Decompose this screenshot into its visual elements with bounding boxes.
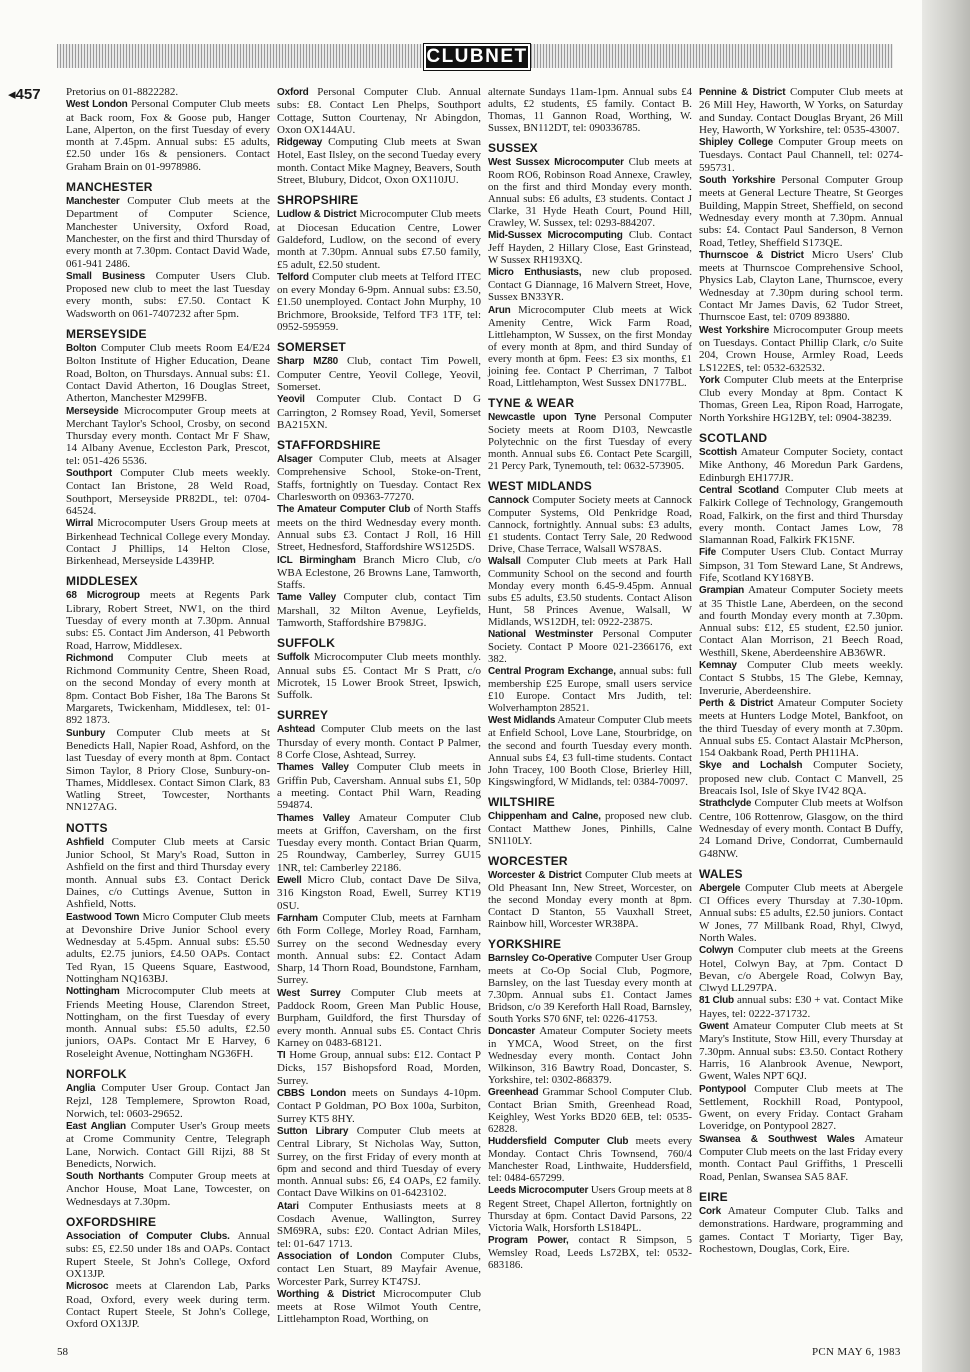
club-details: of North Staffs meets on the third Wednesday every month. Annual subs £3. Contact J Roll, 16 Hill Street, Hednesford, Staffordshire WS125DS. [277,503,482,554]
club-details: Computer club meets at the Greens Hotel, Colwyn Bay, at 7pm. Contact D Bevan, c/o Abergele Road, Colwyn Bay, Clwyd LL297PA. [699,944,904,995]
club-entry [66,405,270,467]
region-heading: WEST MIDLANDS [488,478,592,493]
club-details: Amateur Computer Society meets in YMCA, Wood Street, on the first Wednesday every month. Contact John Wilkinson, 316 Bawtry Road, Doncaster, S. Yorkshire, tel: 0302-868379. [488,1025,692,1087]
club-name: Atari [277,1200,299,1212]
club-details: Computer Club meets Room E4/E24 Bolton Institute of Higher Education, Deane Road, Bolton, on Thursdays. Annual subs: £1. Contact David Atherton, 16 Douglas Street, Atherton, Manchester M299FB. [66,342,271,405]
region-heading: SUSSEX [488,141,538,156]
club-name: West London [66,99,128,111]
club-entry [66,1280,270,1330]
club-details: Computer Club meets weekly. Contact S Stubbs, 15 The Glebe, Kemnay, Inverurie, Aberdeenshire. [699,659,903,697]
club-entry [488,494,692,555]
club-entry [277,723,481,761]
club-entry [66,836,270,911]
club-details: proposed new club. Contact Matthew Jones, Pinhills, Calne SN110LY. [488,809,693,847]
club-name: Fife [699,547,716,559]
club-entry [488,810,692,847]
club-entry [277,355,481,393]
club-entry [488,555,692,628]
continued-from-page: 457 [15,86,41,103]
region-heading: SCOTLAND [699,431,768,446]
club-entry [488,229,692,266]
club-name: Sunbury [66,727,106,739]
club-details: Microcomputer Club meets at Friends Meeting House, Clarendon Street, Nottingham, on the first Tuesday of every month. Annual subs: £5.50 adults, £2.50 juniors, OAPs. Contact Mr E Harvey, 6 Roseleight Avenue, Nottingham NG36FH. [66,985,271,1060]
club-details: Amateur Computer Club meets at Griffon, Caversham, on the first Tuesday every month. Contact Brian Quarm, 25 Roundway, Camberley, Surrey GU15 1NR, tel: Camberley 22186. [277,811,481,874]
club-details: Computer Club meets at Park Hall Community School on the second and fourth Monday every month 6.45-9.45pm. Annual subs £5 adults, £3.50 students. Contact Alison Hunt, 58 Princes Avenue, Walsall, W Midlands, WS12DH, tel: 0922-23875. [488,555,692,629]
club-details: Computer Club meets at St Benedicts Hall, Napier Road, Ashford, on the last Tuesday of every month at 8pm. Contact Simon Taylor, 8 Priory Close, Sunbury-on-Thames, Middlesex. Contact Simon Clark, 83 Watling Street, Towcester, Northants NN127AG. [66,726,270,814]
club-name: Thurnscoe & District [699,249,804,261]
club-details: Computer Group meets on Tuesdays. Contact Paul Channell, tel: 0274-595731. [699,136,904,174]
region-section [699,86,903,424]
club-details: Computing Club meets at Swan Hotel, East Ilsley, on the second Tueday every month. Contact Mike Magney, Beavers, South Street, Blubury, Didcot, Oxon OX110JU. [277,136,481,187]
region-section [66,86,270,173]
region-heading: MIDDLESEX [66,574,138,589]
club-details: new club proposed. Contact G Diannage, 16 Malvern Street, Hove, Sussex BN33YR. [488,266,693,304]
region-heading: WALES [699,866,743,881]
club-details: Micro Users' Club meets at Thurnscoe Comprehensive School, Physics Lab, Clayton Lane, Thurnscoe, every Wednesday at 7.30pm during school term. Contact Mr James Davis, 62 Tudor Street, Thurnscoe East, tel: 0709 893880. [699,248,903,324]
club-details: Branch Micro Club, c/o WBA Eclestone, 26 Browns Lane, Tamworth, Staffs. [277,553,482,592]
club-name: Sutton Library [277,1125,349,1137]
club-entry [66,1082,270,1120]
club-name: Walsall [488,556,521,568]
club-entry [488,665,692,714]
club-name: West Surrey [277,987,341,999]
club-entry [66,467,270,517]
club-name: South Yorkshire [699,175,776,187]
region-heading: STAFFORDSHIRE [277,438,381,453]
club-name: Ridgeway [277,137,323,149]
club-entry [488,869,692,930]
club-details: Microcomputer Club meets at Rose Wilmot Youth Centre, Littlehampton Road, Worthing, on [277,1287,481,1326]
club-details: Computer User's Group meets at Crome Community Centre, Telegraph Lane, Norwich. Contact Gill Rijzi, 88 St Benedicts, Norwich. [66,1119,271,1170]
club-entry [699,697,903,759]
club-entry [699,249,903,324]
club-details: Personal Computer Group meets at General Lecture Theatre, St Georges Building, Mappin Street, Sheffield, on second Wednesday every month at 7.30pm. Annual subs: £4. Contact Paul Sanderson, 8 Vernon Road, Tetley, Sheffield S173QE. [699,174,903,249]
region-heading: TYNE & WEAR [488,395,575,410]
club-details: Computer Users Club. Proposed new club to meet the last Tuesday every month, subs: £7.50. Contact K Wadsworth on 061-7407232 after 5pm. [66,269,270,320]
club-details: contact R Simpson, 5 Wemsley Road, Leeds Ls72BX, tel: 0532-683186. [488,1233,693,1271]
club-details: Computer Club meets at Abergele CI Offices every Thursday at 7.30-10pm. Annual subs: £5 adults, £2.50 juniors. Contact W Jones, 77 Millbank Road, Rhyl, Clwyd, North Wales. [699,881,903,944]
club-name: Gwent [699,1021,729,1033]
continued-from-marker: ◂457 [8,86,41,103]
column-1 [66,86,270,1330]
club-entry [699,659,903,697]
club-entry [66,652,270,727]
club-details: meets every Monday. Contact Chris Townsend, 760/4 Manchester Road, Linthwaite, Huddersfield, tel: 0484-657299. [488,1135,692,1185]
club-details: Computer Club meets at Carsic Junior School, St Mary's Road, Sutton in Ashfield on the first and third Thursday every month. Annual subs £3. Contact Derick Daines, c/o Cuttings Avenue, Sutton in Ashfield, Notts. [66,835,270,911]
club-details: Computer Club meets at Paddock Room, Green Man Public House, Burpham, Guildford, the first Thursday of every month. Annual subs £5. Contact Chris Karney on 0483-68121. [277,986,482,1049]
club-name: Worthing & District [277,1288,375,1300]
club-name: Manchester [66,196,120,208]
club-details: Micro Club, contact Dave De Silva, 316 Kingston Road, Ewell, Surrey KT19 0SU. [277,874,481,912]
club-name: Cork [699,1205,721,1217]
club-entry [66,98,270,173]
club-details: Computer Society, proposed new club. Contact C Manvell, 25 Breacais Isol, Isle of Skye IV42 8QA. [699,759,904,798]
region-section [488,937,692,1271]
club-details: Personal Computer Society meets at Room D103, Newcastle Polytechnic on the first Tuesday of every month. Annual subs £6. Contact Pete Scargill, 21 Percy Park, Tynemouth, tel: 0632-573905. [488,410,692,472]
club-entry [699,1205,903,1255]
region-section [66,327,270,567]
club-details: Amateur Computer Club meets at Enfield School, Love Lane, Stourbridge, on the second and fourth Tuesday every month. Annual subs £4, £3 full-time students. Contact John Tracey, 100 Booth Close, Brierley Hill, Kingswingford, W Midlands, tel: 0384-70097. [488,714,692,788]
club-entry [66,270,270,320]
column-4 [699,86,903,1255]
club-details: Computer club, contact Tim Marshall, 32 Milton Avenue, Leyfields, Tamworth, Staffordshire B798JG. [277,591,481,629]
club-details: Computer Users Club. Contact Murray Simpson, 31 Tom Steward Lane, St Andrews, Fife, Scotland KY168YB. [699,546,903,584]
club-details: Computer User Group. Contact Jan Rejzl, 128 Templemere, Sprowton Road, Norwich, tel: 0603-29652. [66,1082,271,1120]
club-name: Ludlow & District [277,209,357,221]
club-details: Computer Group meets at Anchor House, Moat Lane, Towcester, on Wednesdays at 7.30pm. [66,1170,271,1208]
club-details: Computer Clubs, contact Len Stuart, 89 Mayfair Avenue, Worcester Park, Surrey KT47SJ. [277,1249,481,1288]
club-entry [277,987,481,1049]
club-name: Eastwood Town [66,911,140,923]
club-entry [66,985,270,1060]
club-entry [66,589,270,651]
club-details: Computer Club. Contact D G Carrington, 2 Romsey Road, Yevil, Somerset BA215XN. [277,393,481,431]
club-name: Micro Enthusiasts, [488,267,582,279]
club-name: Small Business [66,270,145,282]
club-details: Computer Club, meets at Farnham 6th Form College, Morley Road, Farnham, Surrey on the second Wednesday every month. Annual subs: £2. Contact Adam Sharp, 14 Thorn Road, Boundstone, Farnham, Surrey. [277,911,481,987]
club-entry [277,874,481,912]
club-name: Yeovil [277,394,305,406]
club-name: Association of Computer Clubs. [66,1231,230,1243]
club-entry [699,324,903,374]
club-name: West Midlands [488,715,556,727]
region-heading: SUFFOLK [277,636,336,651]
club-name: Thames Valley [277,812,350,824]
club-entry [66,86,270,98]
club-name: The Amateur Computer Club [277,504,411,516]
club-entry [66,1170,270,1208]
club-details: Computer Club meets weekly. Contact Ian Bristone, 28 Weld Road, Southport, Merseyside PR82DL, tel: 0704-64524. [66,467,270,517]
club-name: 68 Microgroup [66,590,140,602]
club-entry [277,651,481,701]
club-entry [488,411,692,472]
page-number: 58 [57,1346,68,1358]
club-name: ICL Birmingham [277,554,356,566]
club-name: Central Program Exchange, [488,666,616,678]
club-entry [699,446,903,484]
club-name: Huddersfield Computer Club [488,1136,629,1148]
club-name: Grampian [699,585,745,597]
club-name: Chippenham and Calne, [488,810,601,822]
region-section [488,795,692,847]
club-details: meets on Sundays 4-10pm. Contact P Goldman, PO Box 100a, Surbiton, Surrey KT5 8HY. [277,1087,481,1125]
club-entry [277,1288,481,1326]
club-details: Computer User Group meets at Co-Op Social Club, Pogmore, Barnsley, on the last Tuesday every month at 7.30pm. Annual subs £1. Contact James Bridson, c/o 39 Kereforth Hall Road, Barnsley, South Yorks S70 6NF, tel: 0226-41753. [488,951,693,1026]
club-details: Club meets at Room RO6, Robinson Road Annexe, Crawley, on the first and third Monday every month. Annual subs: £6 adults, £3 students. Contact J Clarke, 31 Hyde Heath Court, Pound Hill, Crawley, W. Sussex, tel: 0293-884207. [488,156,693,230]
club-name: Skye and Lochalsh [699,760,803,772]
region-section [277,340,481,431]
region-heading: MERSEYSIDE [66,327,147,342]
club-details: Computer Club meets at Old Pheasant Inn, New Street, Worcester, on the second Monday every month at 8pm. Contact D Stanton, 55 Vauxhall Street, Rainbow hill, Worcester WR38PA. [488,868,693,930]
club-name: York [699,374,720,386]
club-name: Perth & District [699,697,774,709]
club-name: Ashfield [66,836,104,848]
club-details: Club, contact Tim Powell, Computer Centre, Yeovil College, Yeovil, Somerset. [277,355,481,393]
page-edge-shadow [922,0,970,1372]
region-heading: SURREY [277,708,329,723]
region-heading: WORCESTER [488,853,568,868]
club-details: Microcomputer Group meets on Tuesdays. Contact Phillip Clark, c/o Suite 204, Crown House, Armley Road, Leeds LS122ES, tel: 0532-632532. [699,323,904,374]
region-section [277,438,481,629]
club-entry [699,944,903,994]
club-entry [488,628,692,665]
club-name: Arun [488,304,511,316]
club-entry [277,591,481,629]
region-section [488,86,692,134]
club-name: Telford [277,271,309,283]
club-entry [277,912,481,987]
club-details: Computer Enthusiasts meets at 8 Cosdach Avenue, Wallington, Surrey SM69RA, subs: £20. Contact Adrian Miles, tel: 01-647 1713. [277,1199,482,1250]
region-heading: SHROPSHIRE [277,193,359,208]
club-details: Users Group meets at 8 Regent Street, Chapel Allerton, fortnightly on Thursday at 6pm. Contact David Parsons, 22 Victoria Walk, Horsforth LS184PL. [488,1184,692,1234]
club-entry [488,714,692,787]
region-heading: WILTSHIRE [488,794,555,809]
club-details: Computer Club meets in Griffin Pub, Caversham. Annual subs £1, 50p a meeting. Contact Phil Warn, Reading 594874. [277,761,482,812]
club-details: Amateur Computer Club meets at St Mary's Institute, Stow Hill, every Thursday at 7.30pm. Annual subs: £3.50. Contact Rothery Harris, 16 Alanbrook Avenue, Newport, Gwent, Wales NPT 6QJ. [699,1020,903,1083]
club-entry [488,156,692,229]
club-details: Personal Computer Club meets at Back room, Fox & Goose pub, Hanger Lane, Alperton, on the first Tuesday of every month at 7.45pm. Annual subs: £5 adults, £2.50 under 16s & pensioners. Contact Graham Brain on 01-9978986. [66,98,270,173]
club-entry [699,584,903,659]
club-details: Home Group, annual subs: £12. Contact P Dicks, 157 Bishopsford Road, Morden, Surrey. [277,1049,481,1087]
club-entry [277,1250,481,1288]
region-heading: YORKSHIRE [488,936,562,951]
club-details: alternate Sundays 11am-1pm. Annual subs £4 adults, £2 students, £5 family. Contact B. Thomas, 11 Gannon Road, Worthing, W. Sussex, BN112DT, tel: 090336785. [488,86,692,135]
club-entry [277,208,481,270]
region-heading: EIRE [699,1189,728,1204]
club-name: West Yorkshire [699,324,770,336]
region-section [488,396,692,472]
club-name: Doncaster [488,1026,536,1038]
club-entry [488,952,692,1025]
club-name: TI [277,1050,286,1062]
club-details: Amateur Computer Club. Talks and demonstrations. Hardware, programming and games. Contact T Moriarty, Tiger Bay, Rochestown, Douglas, Cork, Eire. [699,1204,903,1255]
club-details: Microcomputer Club meets at Wick Amenity Centre, Wick Farm Road, Littlehampton, W Sussex, on the first Monday of every month at 8pm, and third Sunday of every month at 6pm. Fees: £3 six months, £1 joining fee. Contact P Cherriman, 7 Talbot Road, Littlehampton, West Sussex DN177BL. [488,303,692,389]
club-entry [488,266,692,303]
club-name: Thames Valley [277,762,349,774]
club-name: Southport [66,468,112,480]
club-details: Computer club meets at Telford ITEC on every Monday 6-9pm. Annual subs: £3.50, £1.50 unemployed. Contact John Murphy, 10 Brichmore, Brookside, Telford TF3 1TF, tel: 0952-595959. [277,270,481,334]
club-name: Greenhead [488,1087,539,1099]
club-entry [66,195,270,270]
club-entry [66,517,270,567]
club-entry [699,759,903,797]
region-heading: OXFORDSHIRE [66,1215,157,1230]
club-name: East Anglian [66,1120,126,1132]
club-name: Strathclyde [699,798,752,810]
club-entry [277,554,481,592]
club-entry [66,1120,270,1170]
club-details: Computer Club meets at Falkirk College of Technology, Grangemouth Road, Falkirk, on the first and third Thursday every month. Contact James Low, 78 Slamannan Road, Falkirk FK15NF. [699,483,904,547]
club-entry [699,136,903,174]
club-entry [277,503,481,553]
club-details: Microcomputer Group meets at Merchant Taylor's School, Crosby, on second Thursday every month. Contact Mr F Shaw, 14 Albany Avenue, Eccleston Park, Prescot, tel: 051-426 5536. [66,404,270,467]
club-name: Swansea & Southwest Wales [699,1133,855,1145]
club-entry [488,86,692,134]
club-name: CBBS London [277,1088,346,1100]
club-entry [699,882,903,944]
club-details: Computer Club, meets at Alsager Comprehensive School, Stoke-on-Trent, Staffs, fortnightly on Tuesday. Contact Rex Charlesworth on 09363-77270. [277,453,481,504]
club-entry [277,136,481,186]
club-name: Tame Valley [277,592,337,604]
club-details: meets at Clarendon Lab, Parks Road, Oxford, every week during term. Contact Rupert Steele, St John's College, Oxford OX13JP. [66,1280,270,1331]
club-entry [699,86,903,136]
club-name: National Westminster [488,629,593,641]
club-name: Ewell [277,875,302,887]
region-section [277,636,481,701]
club-name: Association of London [277,1250,393,1262]
club-entry [277,1087,481,1125]
club-entry [488,1135,692,1184]
club-entry [277,86,481,136]
club-entry [66,1230,270,1280]
club-details: Computer Club meets at Wolfson Centre, 106 Rottenrow, Glasgow, on the third Wednesday of every month. Contact B Duffy, 24 Lomand Drive, Condorrat, Cumbernauld G48NW. [699,797,903,860]
club-entry [699,797,903,859]
club-name: Alsager [277,454,313,466]
club-name: Shipley College [699,137,774,149]
region-section [277,708,481,1325]
club-details: Amateur Computer Society, contact Mike Anthony, 46 Moredun Park Gardens, Edinburgh EH177JR. [699,446,903,484]
club-name: Anglia [66,1083,96,1095]
club-name: Pontypool [699,1083,747,1095]
club-details: Microcomputer Club meets at Diocesan Education Centre, Lower Galdeford, Ludlow, on the second of every month at 7.30pm. Annual subs £7.50 family, £5 adult, £2.50 student. [277,208,482,271]
region-section [66,180,270,320]
column-2 [277,86,481,1326]
club-name: Abergele [699,882,741,894]
club-details: Micro Computer Club meets at Devonshire Drive Junior School every Wednesday at 5.45pm. Annual subs: £5.50 adults, £2.75 juniors, £4.50 OAPs. Contact Ted Ryan, 15 Queens Square, Eastwood, Nottingham NQ163BJ. [66,910,270,985]
club-name: Farnham [277,912,318,924]
club-name: Kemnay [699,660,737,672]
region-section [66,821,270,1060]
club-name: Nottingham [66,986,120,998]
club-entry [277,1049,481,1087]
club-details: meets at Regents Park Library, Robert Street, NW1, on the third Tuesday of every month at 7.30pm. Annual subs: £5. Contact Jim Anderson, 41 Pebworth Road, Harrow, Middlesex. [66,589,270,652]
club-details: Grammar School Computer Club. Contact Brian Smith, Greenhead Road, Keighley, West Yorks BD20 6EB, tel: 0535-62828. [488,1086,693,1136]
column-3 [488,86,692,1271]
region-section [488,479,692,788]
club-name: Sharp MZ80 [277,356,338,368]
club-name: Worcester & District [488,869,582,881]
club-name: Pennine & District [699,87,786,98]
club-name: Newcastle upon Tyne [488,411,597,423]
club-details: Computer Club meets at Central Library, St Nicholas Way, Sutton, Surrey, on the first Friday of every month at 6pm and second and third Tuesday of every month. Annual subs: £6, £4 OAPs, £2 family. Contact Dave Wilkins on 01-6423102. [277,1124,482,1200]
club-entry [699,174,903,249]
region-section [699,431,903,860]
page-title: CLUBNET [424,44,530,70]
club-details: Computer Club meets at the Department of Computer Science, Manchester University, Oxford Road, Manchester, on the first and third Thursday of every month at 7.30pm. Contact David Wade, 061-941 2486. [66,195,270,270]
club-name: Mid-Sussex Microcomputing [488,230,623,242]
club-name: Oxford [277,87,309,98]
club-entry [488,1184,692,1233]
club-details: Computer Club meets at The Settlement, Rockhill Road, Pontypool, Gwent, on every Friday. Contact Graham Loveridge, on Pontypool 2827. [699,1082,903,1133]
club-name: Cannock [488,494,529,506]
club-name: Merseyside [66,405,119,417]
region-section [277,193,481,333]
club-entry [488,1234,692,1271]
club-details: Amateur Computer Society meets at Hunters Lodge Motel, Bankfoot, on the third Tuesday of every month at 7.30pm. Annual subs £5. Contact Alastair McPherson, 154 Oakbank Road, Perth PH11HA. [699,696,903,760]
club-entry [277,812,481,874]
club-entry [66,342,270,404]
club-entry [277,1200,481,1250]
club-entry [488,304,692,389]
club-name: Leeds Microcomputer [488,1185,589,1197]
club-entry [277,453,481,503]
club-entry [277,271,481,333]
region-heading: SOMERSET [277,340,346,355]
club-details: annual subs: full membership £25 Europe, small users service £10 Europe. Contact Mrs Judith, tel: Wolverhampton 28521. [488,665,693,715]
club-details: Amateur Computer Society meets at 35 Thistle Lane, Aberdeen, on the second and fourth Monday every month at 7.30pm. Annual subs: £12, £5 student, £2.50 junior. Contact Alan Morrison, 21 Beech Road, Westhill, Skene, Aberdeenshire AB36WR. [699,584,903,659]
club-details: Computer Club meets at the Enterprise Club every Monday at 8pm. Contact K Thomas, Green Lea, Ripon Road, Harrogate, North Yorkshire HG12BY, tel: 0904-38239. [699,373,903,424]
club-name: Ashtead [277,724,316,736]
club-entry [277,761,481,811]
club-name: Scottish [699,447,737,459]
region-section [699,867,903,1183]
club-name: Richmond [66,652,114,664]
region-heading: NOTTS [66,820,108,835]
region-section [488,141,692,389]
club-details: Computer Club meets at Richmond Community Centre, Sheen Road, on the second Monday of every month at 8pm. Contact Bob Fisher, 18a The Barons St Margarets, Twickenham, Middlesex, tel: 01-892 1873. [66,651,271,727]
club-details: Computer Club meets on the last Thursday of every month. Contact P Palmer, 8 Corfe Close, Ashtead, Surrey. [277,723,482,762]
club-details: Club. Contact Jeff Hayden, 2 Hillary Close, East Grinstead, W Sussex RH193XQ. [488,229,693,267]
club-entry [488,1025,692,1086]
region-section [66,1215,270,1330]
club-details: Microcomputer Club meets monthly. Annual subs £5. Contact Mr S Pratt, c/o Microtek, 15 Lower Brook Street, Ipswich, Suffolk. [277,651,481,702]
club-name: Suffolk [277,652,310,664]
club-entry [277,1125,481,1200]
club-entry [699,546,903,584]
club-entry [66,911,270,986]
club-details: Computer Club meets at 26 Mill Hey, Haworth, W Yorks, on Saturday and Sunday. Contact Douglas Bryant, 26 Mill Hey, Haworth, W Yorkshire, tel: 0535-43007. [699,86,904,136]
club-entry [699,484,903,546]
club-entry [699,374,903,424]
club-name: 81 Club [699,995,734,1007]
club-details: Personal Computer Club. Annual subs: £8. Contact Len Phelps, Southport Cottage, Sutton Courtenay, Nr Abingdon, Oxon OX144AU. [277,86,482,136]
club-entry [488,1086,692,1135]
region-section [699,1190,903,1255]
club-entry [277,393,481,431]
club-name: Bolton [66,343,97,355]
region-section [66,1067,270,1208]
region-section [66,574,270,813]
region-section [488,854,692,930]
club-name: Microsoc [66,1281,109,1293]
club-name: Central Scotland [699,484,779,496]
club-details: Pretorius on 01-8822282. [66,86,179,98]
club-entry [699,1083,903,1133]
club-details: annual subs: £30 + vat. Contact Mike Hayes, tel: 0222-371732. [699,994,904,1020]
region-section [277,86,481,186]
club-name: Wirral [66,518,94,530]
club-details: Computer Society meets at Cannock Computer Systems, Old Penkridge Road, Cannock, fortnightly. Annual subs: £3 adults, £1 students. Contact Terry Sale, 20 Redwood Drive, Chase Terrace, Walsall WS78AS. [488,493,692,555]
club-entry [699,1133,903,1183]
region-heading: MANCHESTER [66,180,153,195]
club-name: South Northants [66,1171,144,1183]
club-name: West Sussex Microcomputer [488,157,624,169]
publication-date: PCN MAY 6, 1983 [812,1346,901,1358]
club-name: Colwyn [699,945,734,957]
club-entry [66,727,270,814]
club-name: Barnsley Co-Operative [488,952,593,964]
region-heading: NORFOLK [66,1067,127,1082]
club-name: Program Power, [488,1234,569,1246]
club-entry [699,1020,903,1082]
club-details: Personal Computer Society. Contact P Moore 021-2366176, ext 382. [488,628,692,666]
club-entry [699,994,903,1020]
club-details: Microcomputer Users Group meets at Birkenhead Technical College every Monday. Contact J Phillips, 14 Helton Close, Birkenhead, Merseyside L439HP. [66,517,270,568]
club-details: Amateur Computer Club meets on the last Friday every month. Contact Paul Griffiths, 1 Prescelli Road, Penlan, Swansea SA5 8AF. [699,1132,903,1183]
club-details: Annual subs: £5, £2.50 under 18s and OAPs. Contact Rupert Steele, St John's College, Oxford OX13JP. [66,1230,270,1280]
